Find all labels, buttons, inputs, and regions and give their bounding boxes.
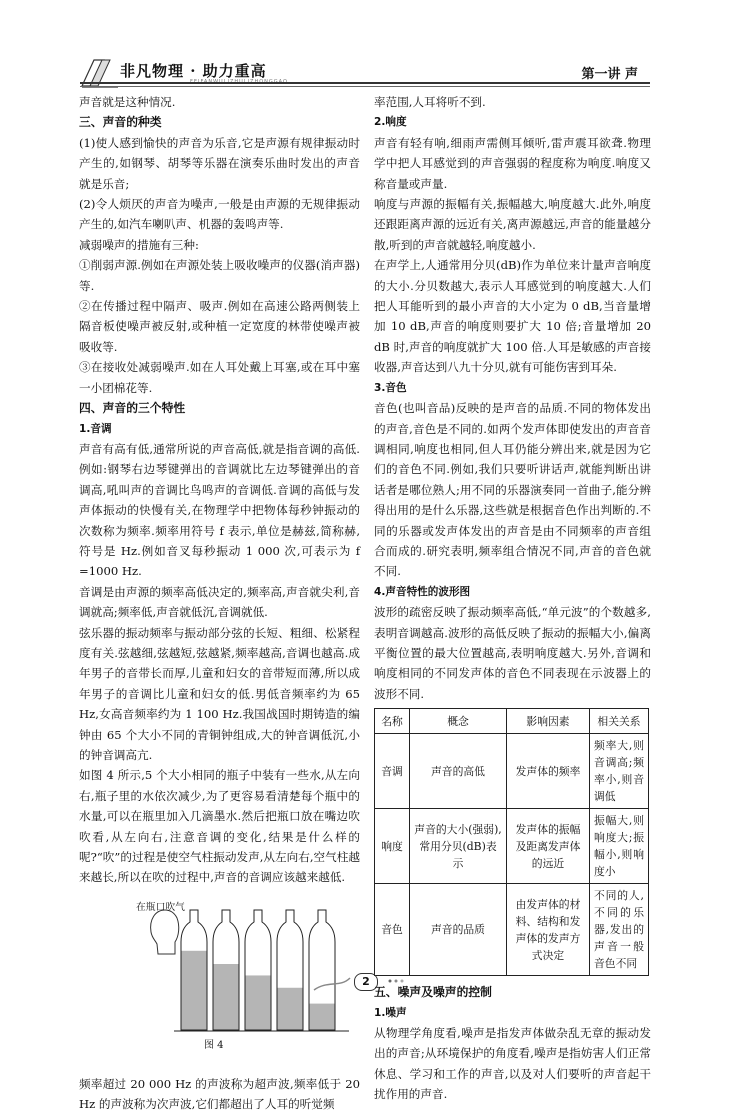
section-heading: 四、声音的三个特性 xyxy=(79,401,186,416)
paragraph: ①削弱声源.例如在声源处装上吸收噪声的仪器(消声器)等. xyxy=(79,258,360,293)
table-row xyxy=(375,734,649,809)
page-header xyxy=(0,0,730,92)
section-heading: 五、噪声及噪声的控制 xyxy=(374,985,492,1000)
paragraph: 音调是由声源的频率高低决定的,频率高,声音就尖利,音调就高;频率低,声音就低沉,音调就低. xyxy=(79,584,360,620)
table-row xyxy=(375,809,649,884)
table-header-row xyxy=(375,709,649,734)
table-cell: 由发声体的材料、结构和发声体的发声方式决定 xyxy=(507,884,590,976)
table-cell: 发声体的振幅及距离发声体的远近 xyxy=(507,809,590,884)
bottle xyxy=(213,910,239,1030)
section-heading: 3.音色 xyxy=(374,381,407,394)
paragraph: 音色(也叫音品)反映的是声音的品质.不同的物体发出的声音,音色是不同的.如两个发声体即使发出的声音音调相同,响度也相同,但人耳仍能分辨出来,就是因为它们的音色不同.例如,我们只要听讲话声,就能判断出讲话者是哪位熟人;用不同的乐器演奏同一首曲子,能分辨得出用的是什么乐器,这些就是根据音色作出判断的.不同的乐器或发声体发出的声音是由不同频率的声音组合而成的.研究表明,频率组合情况不同,声音的音色就不同. xyxy=(374,401,651,579)
bottle xyxy=(277,910,303,1030)
header-rule-thin xyxy=(80,86,650,87)
figure-caption: 图 4 xyxy=(204,1039,224,1051)
paragraph: (2)令人烦厌的声音为噪声,一般是由声源的无规律振动产生的,如汽车喇叭声、机器的轰鸣声等. xyxy=(79,197,360,232)
paragraph: 声音有高有低,通常所说的声音高低,就是指音调的高低.例如:钢琴右边琴键弹出的音调就比左边琴键弹出的音调高,吼叫声的音调比鸟鸣声的音调低.音调的高低与发声体振动的快慢有关,在物理学中把物体每秒钟振动的次数称为频率.频率用符号 f 表示,单位是赫兹,简称赫,符号是 Hz.例如音叉每秒振动 1 000 次,可表示为 f =1000 Hz. xyxy=(79,441,360,579)
table-cell: 频率大,则音调高;频率小,则音调低 xyxy=(590,734,649,809)
table-row xyxy=(375,884,649,976)
table-cell: 不同的人,不同的乐器,发出的声音一般音色不同 xyxy=(590,884,649,976)
section-heading: 1.音调 xyxy=(79,422,112,435)
table-header-cell: 名称 xyxy=(375,709,410,734)
bottle-water xyxy=(181,951,207,1030)
bottle-water xyxy=(309,1003,335,1029)
bottle-water xyxy=(213,964,239,1030)
book-logo-icon xyxy=(80,56,120,90)
table-cell: 响度 xyxy=(375,809,410,884)
left-column xyxy=(79,92,360,1115)
right-column-top xyxy=(374,92,651,704)
section-heading: 4.声音特性的波形图 xyxy=(374,585,471,598)
book-title: 非凡物理 · 助力重高 xyxy=(120,62,267,80)
bottle xyxy=(245,910,271,1030)
table-header-cell: 概念 xyxy=(410,709,507,734)
table-cell: 振幅大,则响度大;振幅小,则响度小 xyxy=(590,809,649,884)
lecture-title: 第一讲 声 xyxy=(581,67,638,82)
figure-label: 在瓶口吹气 xyxy=(136,901,185,913)
paragraph: (1)使人感到愉快的声音为乐音,它是声源有规律振动时产生的,如钢琴、胡琴等乐器在演奏乐曲时发出的声音就是乐音; xyxy=(79,135,360,191)
table-header-cell: 相关关系 xyxy=(590,709,649,734)
section-heading: 1.噪声 xyxy=(374,1006,407,1019)
table-cell: 声音的高低 xyxy=(410,734,507,809)
section-heading: 2.响度 xyxy=(374,116,407,129)
bottle-water xyxy=(277,988,303,1030)
paragraph: 从物理学角度看,噪声是指发声体做杂乱无章的振动发出的声音;从环境保护的角度看,噪声是指妨害人们正常休息、学习和工作的声音,以及对人们要听的声音起干扰作用的声音. xyxy=(374,1026,651,1102)
paragraph: 声音就是这种情况. xyxy=(79,95,176,109)
paragraph: 率范围,人耳将听不到. xyxy=(374,95,486,109)
paragraph: 声音有轻有响,细雨声需侧耳倾听,雷声震耳欲聋.物理学中把人耳感觉到的声音强弱的程度称为响度.响度又称音量或声量. xyxy=(374,135,651,191)
right-column-bottom xyxy=(374,982,651,1104)
table-cell: 发声体的频率 xyxy=(507,734,590,809)
paragraph: 频率超过 20 000 Hz 的声波称为超声波,频率低于 20 Hz 的声波称为次声波,它们都超出了人耳的听觉频 xyxy=(79,1076,360,1112)
paragraph: ②在传播过程中隔声、吸声.例如在高速公路两侧装上隔音板使噪声被反射,或种植一定宽度的林带使噪声被吸收等. xyxy=(79,299,360,354)
paragraph: ③在接收处减弱噪声.如在人耳处戴上耳塞,或在耳中塞一小团棉花等. xyxy=(79,360,360,395)
paragraph: 在声学上,人通常用分贝(dB)作为单位来计量声音响度的大小.分贝数越大,表示人耳感觉到的响度越大.人们把人耳能听到的最小声音的大小定为 0 dB,当音量增加 10 dB,声音的响度则要扩大 10 倍;音量增加 20 dB 时,声音的响度就扩大 100 倍.人耳是敏感的声音接收器,声音达到八九十分贝,就有可能伤害到耳朵. xyxy=(374,258,651,375)
section-heading: 三、声音的种类 xyxy=(79,115,162,130)
right-column xyxy=(374,92,651,1105)
bottle xyxy=(181,910,207,1030)
table-header-cell: 影响因素 xyxy=(507,709,590,734)
paragraph: 响度与声源的振幅有关,振幅越大,响度越大.此外,响度还跟距离声源的远近有关,离声源越远,声音的能量越分散,听到的声音就越轻,响度越小. xyxy=(374,197,651,252)
table-cell: 音色 xyxy=(375,884,410,976)
paragraph: 波形的疏密反映了振动频率高低,“单元波”的个数越多,表明音调越高.波形的高低反映了振动的振幅大小,偏离平衡位置的最大位置越高,表明响度越大.另外,音调和响度相同的不同发声体的音色不同表现在示波器上的波形不同. xyxy=(374,605,651,701)
page-number-badge xyxy=(310,966,420,996)
paragraph: 减弱噪声的措施有三种: xyxy=(79,237,199,252)
table-cell: 声音的品质 xyxy=(410,884,507,976)
paragraph: 如图 4 所示,5 个大小相同的瓶子中装有一些水,从左向右,瓶子里的水依次减少,为了更容易看清楚每个瓶中的水量,可以在瓶里加入几滴墨水.然后把瓶口放在嘴边吹吹看,从左向右,注意音调的变化,结果是什么样的呢?“吹”的过程是使空气柱振动发声,从左向右,空气柱越来越长,所以在吹的过程中,声音的音调应该越来越低. xyxy=(79,768,360,885)
paragraph: 弦乐器的振动频率与振动部分弦的长短、粗细、松紧程度有关.弦越细,弦越短,弦越紧,频率越高,音调也越高.成年男子的音带长而厚,儿童和妇女的音带短而薄,所以成年男子的音调比儿童和妇女的低.男低音频率约为 65 Hz,女高音频率约为 1 100 Hz.我国战国时期铸造的编钟由 65 个大小不同的青铜钟组成,大的钟音调低沉,小的钟音调高亢. xyxy=(79,625,360,762)
page-number: 2 xyxy=(354,973,378,991)
sound-properties-table xyxy=(374,708,649,976)
table-cell: 音调 xyxy=(375,734,410,809)
table-cell: 声音的大小(强弱),常用分贝(dB)表示 xyxy=(410,809,507,884)
header-rule xyxy=(80,82,650,84)
